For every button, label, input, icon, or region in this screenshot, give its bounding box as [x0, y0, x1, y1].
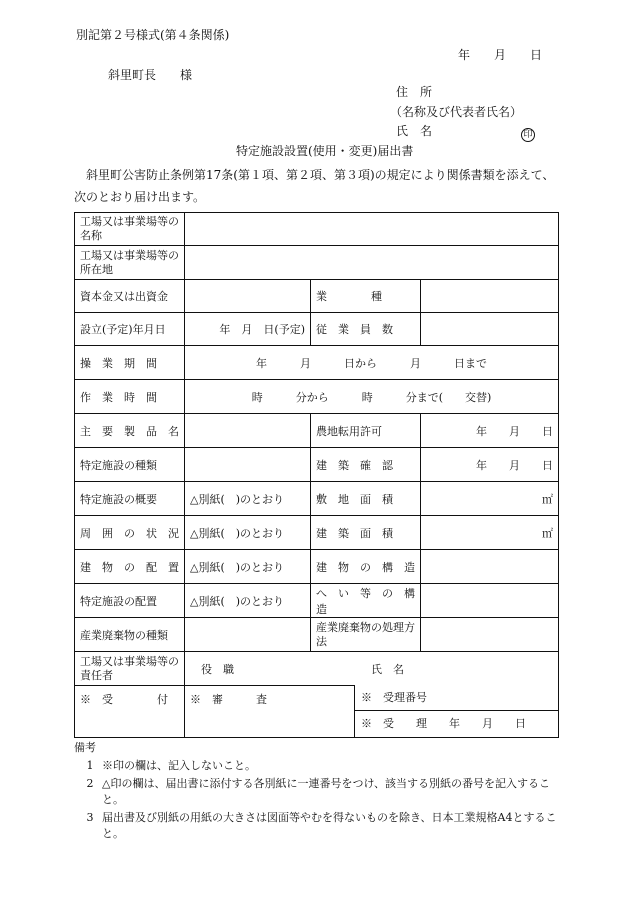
address-label: 住 所 — [396, 85, 433, 99]
established-field[interactable]: 年 月 日(予定) — [185, 313, 311, 346]
fence-structure-label: へ い 等 の 構 造 — [311, 584, 421, 618]
name-label: 氏 名 — [396, 124, 433, 138]
intro-text: 斜里町公害防止条例第17条(第１項、第２項、第３項)の規定により関係書類を添えて、次のとおり届け出ます。 — [74, 168, 555, 204]
employees-label: 従 業 員 数 — [311, 313, 421, 346]
farmland-permit-label: 農地転用許可 — [311, 414, 421, 448]
waste-type-label: 産業廃棄物の種類 — [75, 618, 185, 652]
remark-item — [78, 758, 558, 774]
remarks-section — [74, 740, 558, 842]
facility-type-label: 特定施設の種類 — [75, 448, 185, 482]
form-id: 別記第２号様式(第４条関係) — [76, 28, 230, 42]
document-title: 特定施設設置(使用・変更)届出書 — [236, 144, 414, 158]
capital-field[interactable] — [185, 280, 311, 313]
facility-layout-field[interactable]: △別紙( )のとおり — [185, 584, 311, 618]
fence-structure-field[interactable] — [421, 584, 559, 618]
building-layout-label: 建 物 の 配 置 — [75, 550, 185, 584]
capital-label: 資本金又は出資金 — [75, 280, 185, 313]
work-hours-field[interactable]: 時 分から 時 分まで( 交替) — [185, 380, 559, 414]
remark-number: 3 — [86, 811, 94, 824]
building-confirm-date-field[interactable]: 年 月 日 — [421, 448, 559, 482]
factory-location-field[interactable] — [185, 246, 559, 280]
employees-field[interactable] — [421, 313, 559, 346]
remark-number: 2 — [86, 777, 94, 790]
waste-type-field[interactable] — [185, 618, 311, 652]
remark-item — [78, 810, 558, 842]
building-confirm-label: 建 築 確 認 — [311, 448, 421, 482]
responsible-name-label: 氏 名 — [371, 662, 404, 676]
waste-method-label: 産業廃棄物の処理方法 — [311, 618, 421, 652]
building-layout-field[interactable]: △別紙( )のとおり — [185, 550, 311, 584]
building-structure-field[interactable] — [421, 550, 559, 584]
surroundings-label: 周 囲 の 状 況 — [75, 516, 185, 550]
established-label: 設立(予定)年月日 — [75, 313, 185, 346]
waste-method-field[interactable] — [421, 618, 559, 652]
surroundings-field[interactable]: △別紙( )のとおり — [185, 516, 311, 550]
representative-name-note: （名称及び代表者氏名） — [390, 105, 523, 119]
facility-layout-label: 特定施設の配置 — [75, 584, 185, 618]
submission-date: 年 月 日 — [458, 48, 543, 62]
remark-text: ※印の欄は、記入しないこと。 — [102, 759, 256, 772]
operation-period-field[interactable]: 年 月 日から 月 日まで — [185, 346, 559, 380]
farmland-permit-date-field[interactable]: 年 月 日 — [421, 414, 559, 448]
main-products-field[interactable] — [185, 414, 311, 448]
addressee: 斜里町長 様 — [108, 68, 193, 82]
facility-overview-field[interactable]: △別紙( )のとおり — [185, 482, 311, 516]
building-area-label: 建 築 面 積 — [311, 516, 421, 550]
responsible-person-field[interactable] — [185, 652, 559, 686]
operation-period-label: 操 業 期 間 — [75, 346, 185, 380]
site-area-label: 敷 地 面 積 — [311, 482, 421, 516]
responsible-name-field[interactable] — [431, 661, 558, 677]
remarks-heading: 備考 — [74, 741, 96, 754]
factory-name-label: 工場又は事業場等の名称 — [75, 213, 185, 246]
factory-name-field[interactable] — [185, 213, 559, 246]
main-products-label: 主 要 製 品 名 — [75, 414, 185, 448]
position-label: 役 職 — [201, 662, 234, 676]
factory-location-label: 工場又は事業場等の所在地 — [75, 246, 185, 280]
industry-field[interactable] — [421, 280, 559, 313]
remark-item — [78, 776, 558, 808]
site-area-field[interactable]: ㎡ — [421, 482, 559, 516]
reception-cell — [75, 686, 185, 738]
notification-form-table — [74, 212, 559, 738]
receipt-number-label: ※ 受理番号 — [355, 685, 558, 711]
remark-text: 届出書及び別紙の用紙の大きさは図面等やむを得ないものを除き、日本工業規格A4とすること。 — [102, 811, 557, 840]
responsible-person-label: 工場又は事業場等の責任者 — [75, 652, 185, 686]
seal-mark-icon: 印 — [521, 122, 535, 142]
reception-label: ※ 受 付 — [80, 693, 168, 706]
position-field[interactable] — [271, 661, 371, 677]
receipt-date-label: ※ 受 理 年 月 日 — [361, 717, 526, 730]
facility-type-field[interactable] — [185, 448, 311, 482]
remark-number: 1 — [86, 759, 94, 772]
building-structure-label: 建 物 の 構 造 — [311, 550, 421, 584]
remark-text: △印の欄は、届出書に添付する各別紙に一連番号をつけ、該当する別紙の番号を記入すること。 — [102, 777, 551, 806]
facility-overview-label: 特定施設の概要 — [75, 482, 185, 516]
industry-label: 業 種 — [311, 280, 421, 313]
building-area-field[interactable]: ㎡ — [421, 516, 559, 550]
work-hours-label: 作 業 時 間 — [75, 380, 185, 414]
receipt-block — [354, 685, 558, 737]
review-label: ※ 審 査 — [190, 693, 267, 706]
